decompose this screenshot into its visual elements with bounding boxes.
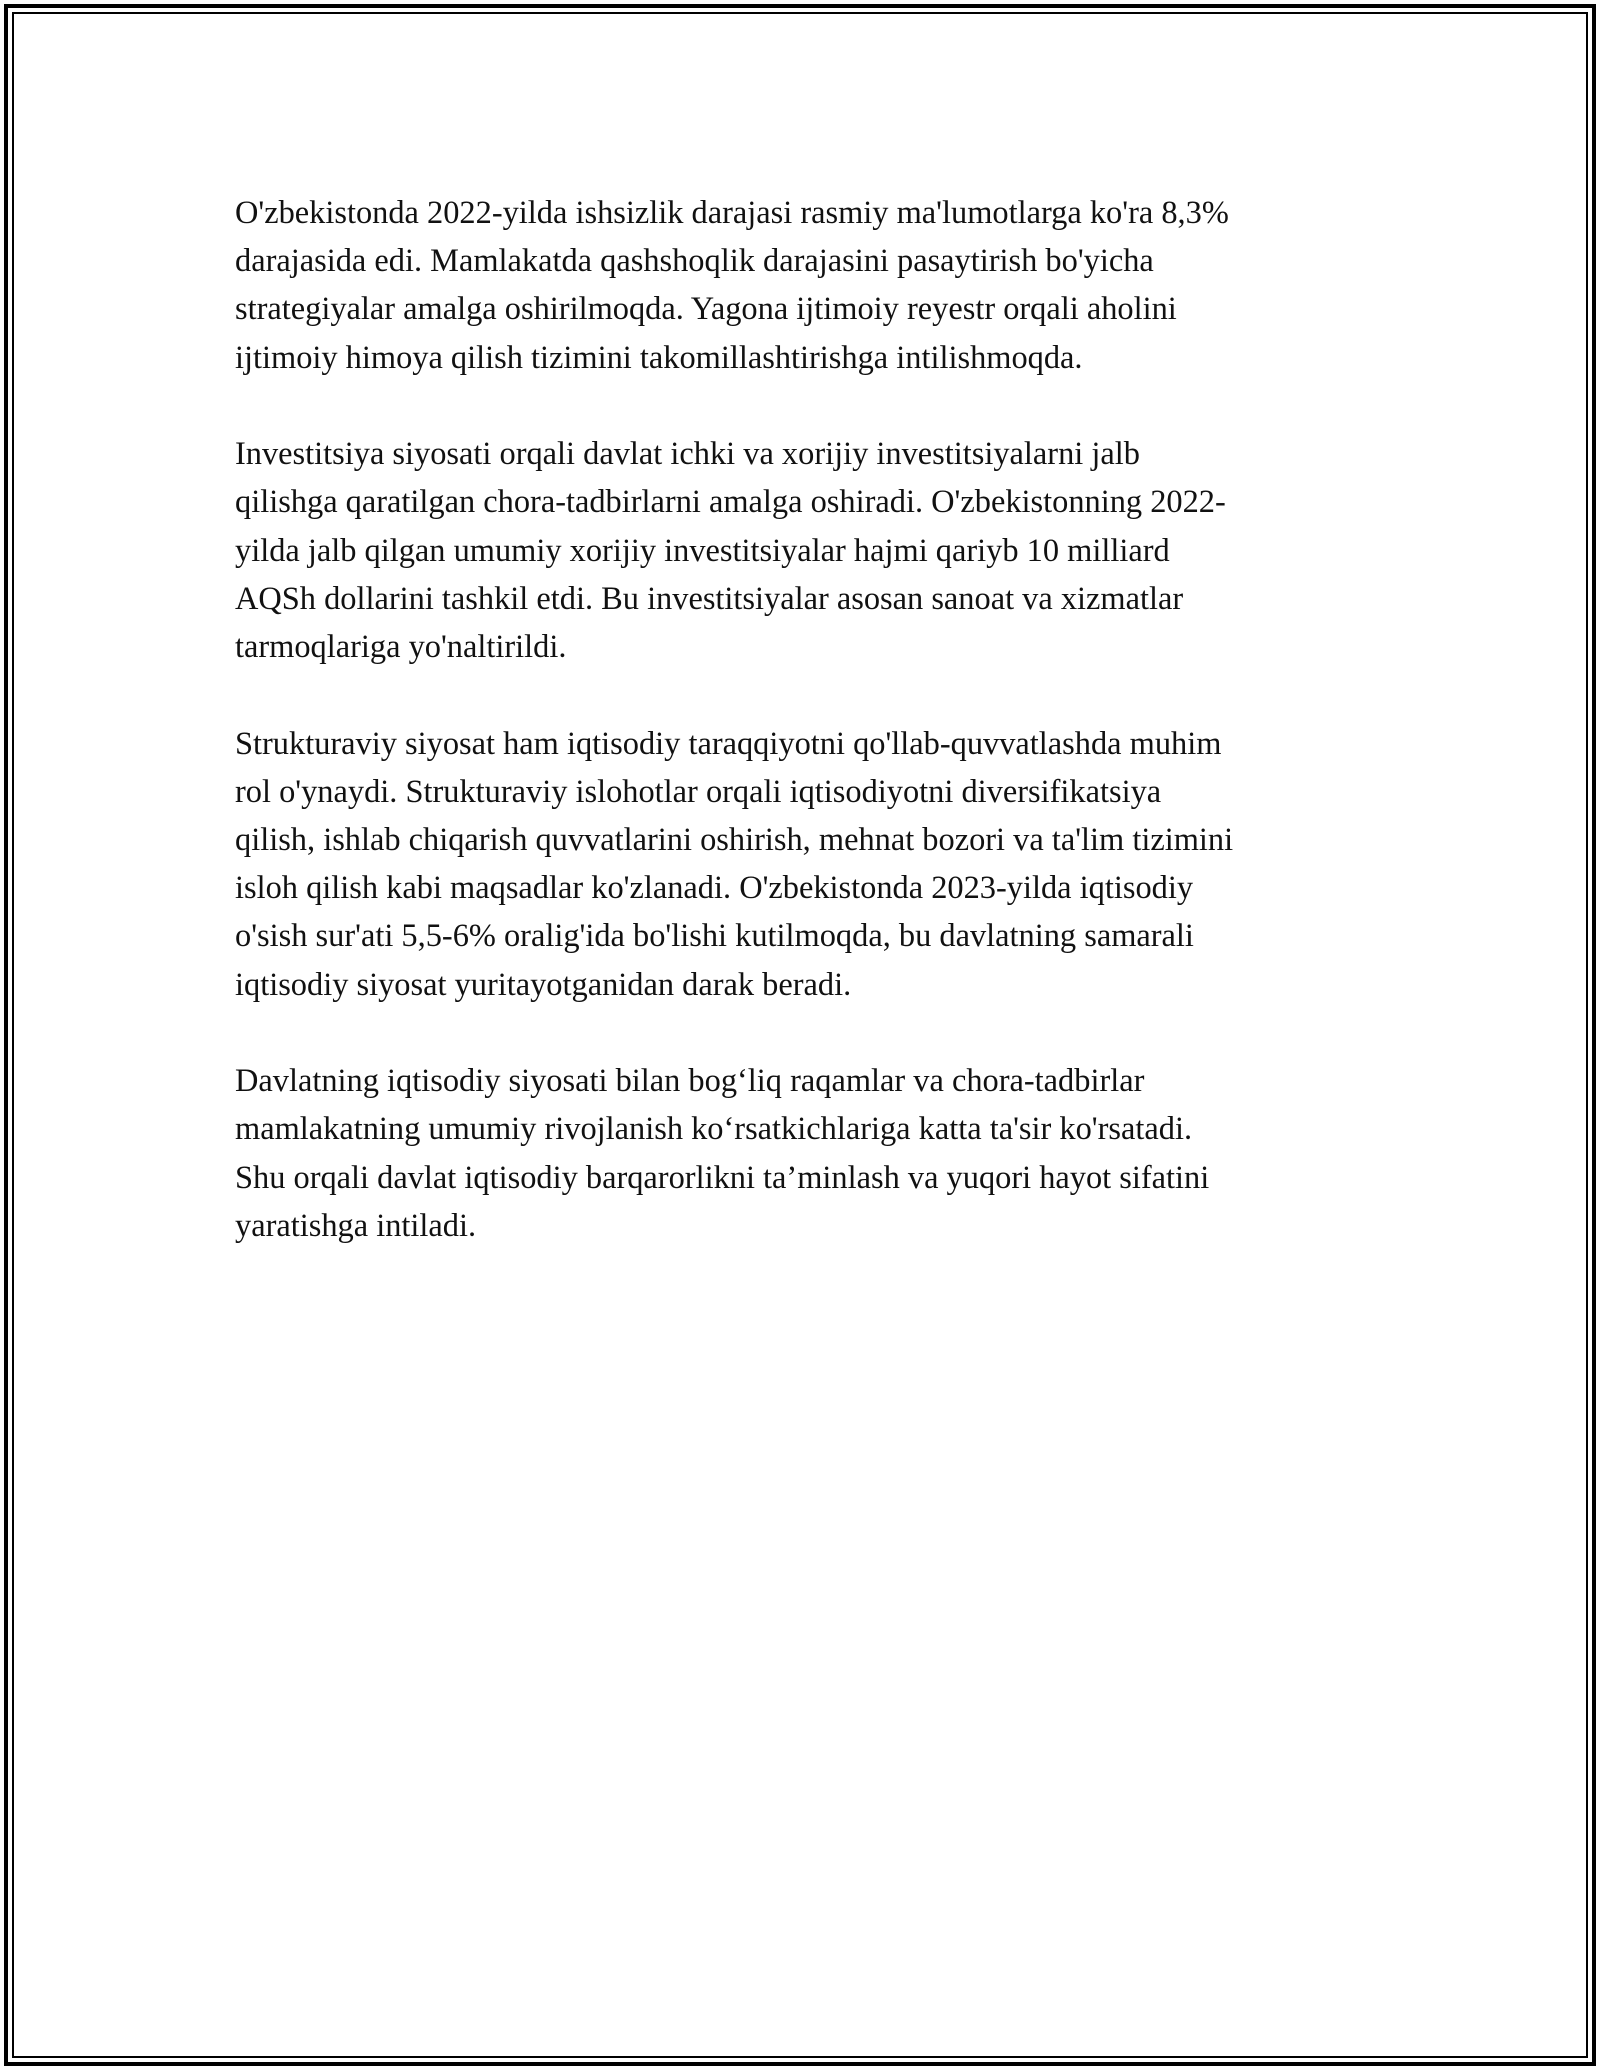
text-line: AQSh dollarini tashkil etdi. Bu investitsiyalar asosan sanoat va xizmatlar [235,580,1184,617]
text-line: ijtimoiy himoya qilish tizimini takomillashtirishga intilishmoqda. [235,339,1083,376]
paragraph-unemployment [235,189,1395,382]
text-line: tarmoqlariga yo'naltirildi. [235,629,567,666]
text-line: Davlatning iqtisodiy siyosati bilan bog‘liq raqamlar va chora-tadbirlar [235,1063,1145,1100]
text-line: Shu orqali davlat iqtisodiy barqarorlikni ta’minlash va yuqori hayot sifatini [235,1159,1210,1196]
text-line: o'sish sur'ati 5,5-6% oralig'ida bo'lishi kutilmoqda, bu davlatning samarali [235,918,1194,955]
text-line: darajasida edi. Mamlakatda qashshoqlik darajasini pasaytirish bo'yicha [235,243,1154,280]
text-line: mamlakatning umumiy rivojlanish ko‘rsatkichlariga katta ta'sir ko'rsatadi. [235,1111,1193,1148]
text-line: rol o'ynaydi. Strukturaviy islohotlar orqali iqtisodiyotni diversifikatsiya [235,773,1162,810]
text-line: O'zbekistonda 2022-yilda ishsizlik darajasi rasmiy ma'lumotlarga ko'ra 8,3% [235,195,1229,231]
paragraph-investment [235,430,1395,671]
text-line: isloh qilish kabi maqsadlar ko'zlanadi. O'zbekistonda 2023-yilda iqtisodiy [235,870,1194,907]
paragraph-structural-policy [235,720,1395,1009]
text-line: strategiyalar amalga oshirilmoqda. Yagona ijtimoiy reyestr orqali aholini [235,291,1177,328]
text-line: yaratishga intiladi. [235,1207,477,1244]
paragraph-conclusion [235,1057,1395,1250]
text-line: Strukturaviy siyosat ham iqtisodiy taraqqiyotni qo'llab-quvvatlashda muhim [235,725,1222,762]
text-line: qilish, ishlab chiqarish quvvatlarini oshirish, mehnat bozori va ta'lim tizimini [235,822,1234,859]
text-line: qilishga qaratilgan chora-tadbirlarni amalga oshiradi. O'zbekistonning 2022- [235,484,1226,521]
text-line: iqtisodiy siyosat yuritayotganidan darak beradi. [235,966,852,1003]
document-body [235,189,1395,1298]
text-line: yilda jalb qilgan umumiy xorijiy investitsiyalar hajmi qariyb 10 milliard [235,532,1170,569]
text-line: Investitsiya siyosati orqali davlat ichki va xorijiy investitsiyalarni jalb [235,436,1140,473]
